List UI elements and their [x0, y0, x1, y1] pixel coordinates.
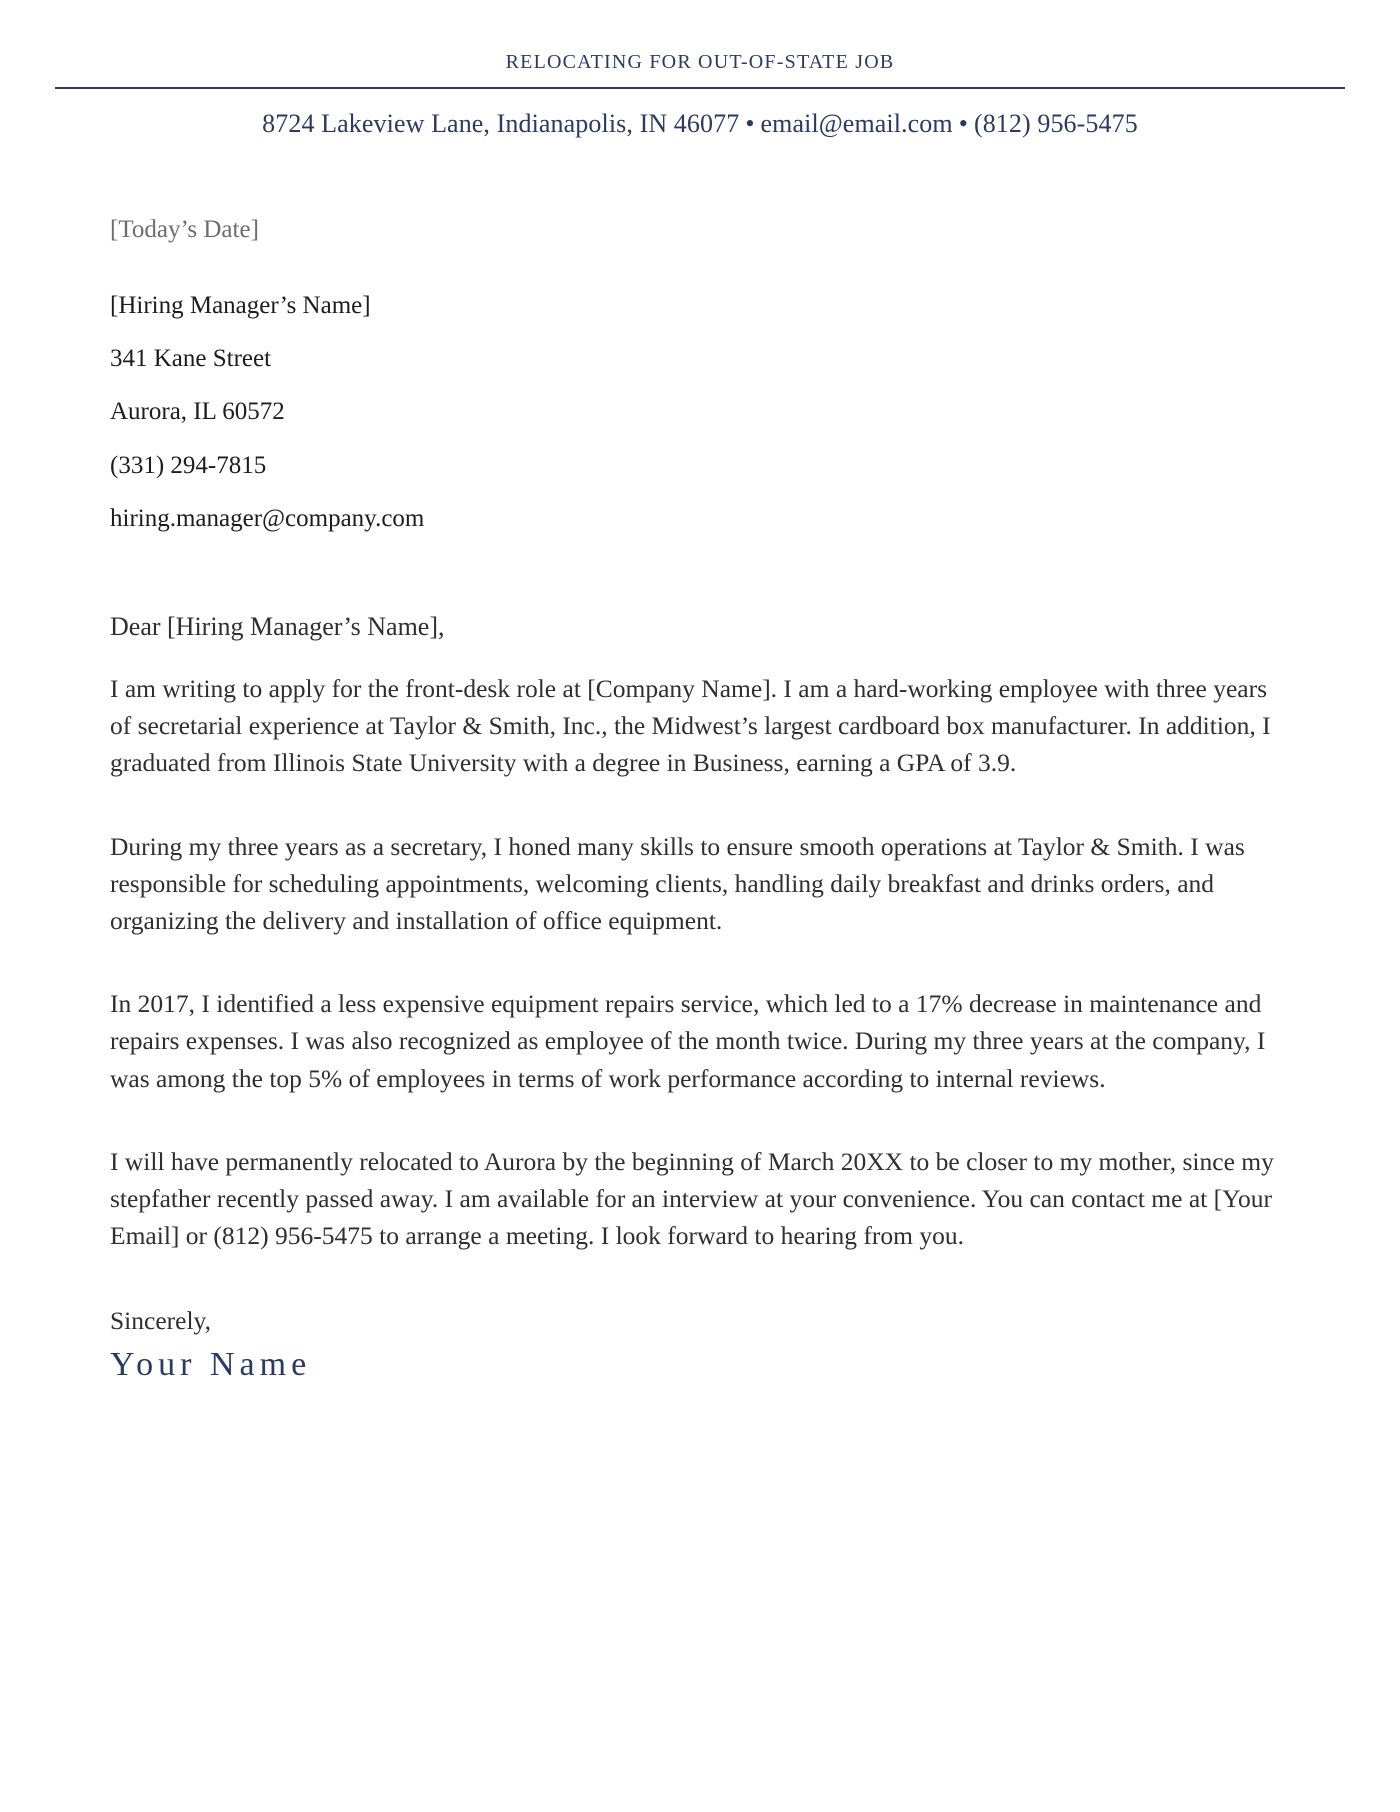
contact-separator-2: • [958, 109, 968, 138]
page-title: RELOCATING FOR OUT-OF-STATE JOB [505, 51, 895, 73]
contact-separator-1: • [745, 109, 755, 138]
recipient-email[interactable]: hiring.manager@company.com [110, 504, 425, 532]
body-paragraph-4: I will have permanently relocated to Aurora by the beginning of March 20XX to be closer to my mother, since my stepfather recently passed away. I am available for an interview at your convenience. You can contact me at [Your Email] or (812) 956-5475 to arrange a meeting. I look forward to hearing from you. [110, 1146, 1274, 1251]
body-paragraph-2: During my three years as a secretary, I honed many skills to ensure smooth operations at Taylor & Smith. I was responsible for scheduling appointments, welcoming clients, handling daily breakfast and drinks orders, and organizing the delivery and installation of office equipment. [110, 831, 1245, 935]
body-paragraph-3: In 2017, I identified a less expensive equipment repairs service, which led to a 17% decrease in maintenance and repairs expenses. I was also recognized as employee of the month twice. During my three years at the company, I was among the top 5% of employees in terms of work performance according to internal reviews. [110, 989, 1266, 1093]
contact-phone: (812) 956-5475 [973, 109, 1138, 138]
letter-header [55, 0, 1345, 141]
recipient-address-block [110, 290, 1290, 534]
recipient-street: 341 Kane Street [110, 345, 272, 373]
signature-name: Your Name [110, 1345, 312, 1383]
recipient-city: Aurora, IL 60572 [110, 398, 285, 426]
body-paragraph-1: I am writing to apply for the front-desk role at [Company Name]. I am a hard-working employee with three years of secretarial experience at Taylor & Smith, Inc., the Midwest’s largest cardboard box manufacturer. In addition, I graduated from Illinois State University with a degree in Business, earning a GPA of 3.9. [110, 673, 1271, 778]
contact-line [55, 107, 1345, 141]
closing-salutation: Sincerely, [110, 1306, 212, 1336]
contact-email[interactable]: email@email.com [760, 109, 953, 138]
contact-address: 8724 Lakeview Lane, Indianapolis, IN 46077 [262, 109, 740, 138]
letter-body [55, 215, 1345, 1386]
date-placeholder[interactable]: [Today’s Date] [110, 215, 259, 243]
recipient-name[interactable]: [Hiring Manager’s Name] [110, 291, 371, 319]
title-divider [55, 87, 1345, 89]
recipient-phone: (331) 294-7815 [110, 451, 267, 479]
salutation: Dear [Hiring Manager’s Name], [110, 612, 445, 642]
